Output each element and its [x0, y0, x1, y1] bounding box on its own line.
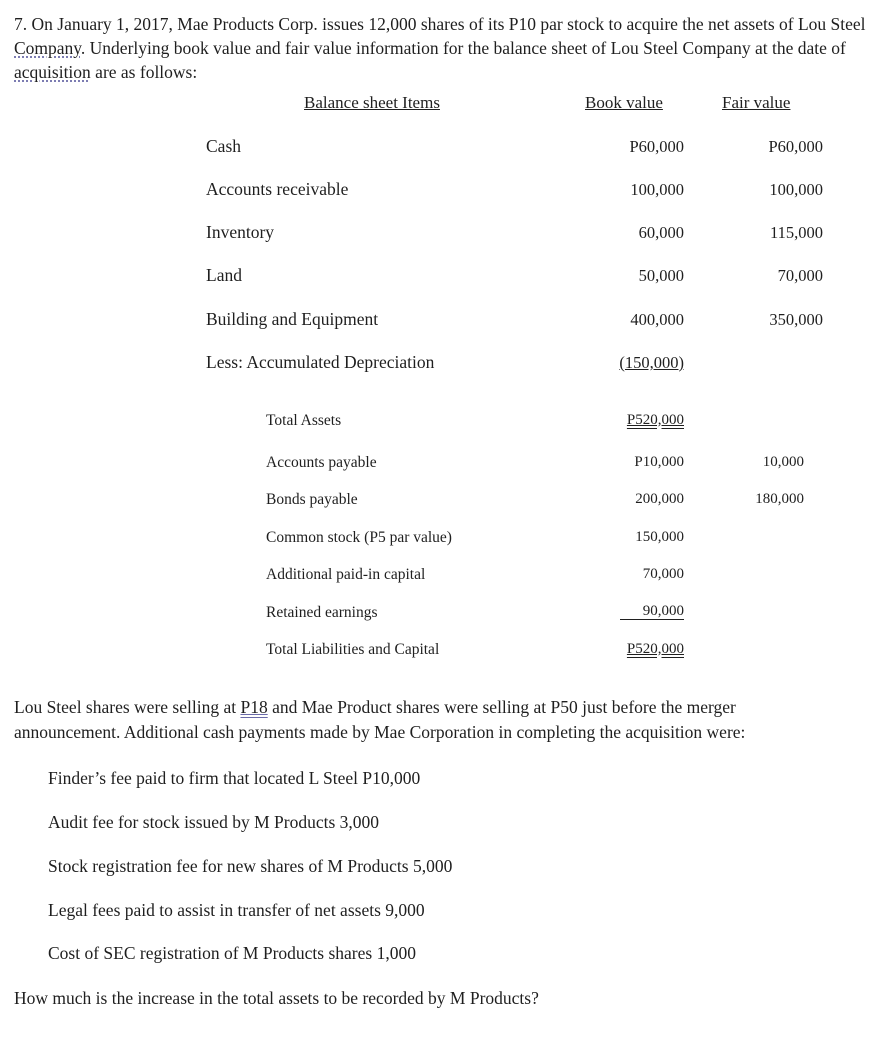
fee-item: Legal fees paid to assist in transfer of net assets 9,000: [48, 900, 425, 920]
book-value-cell: P10,000: [634, 454, 684, 470]
fair-value-cell: 350,000: [769, 310, 823, 329]
header-items: Balance sheet Items: [304, 93, 440, 112]
row-label: Additional paid-in capital: [266, 566, 426, 583]
fee-item: Audit fee for stock issued by M Products 3,000: [48, 812, 380, 832]
row-label: Bonds payable: [266, 491, 358, 508]
book-value-cell: 400,000: [630, 310, 684, 329]
book-value-cell: P520,000: [626, 412, 684, 428]
fair-value-cell: 180,000: [755, 491, 804, 507]
row-label: Inventory: [206, 222, 275, 242]
row-label: Cash: [206, 136, 241, 156]
row-label: Accounts payable: [266, 454, 377, 471]
question-text: How much is the increase in the total assets to be recorded by M Products?: [14, 988, 539, 1008]
book-value-cell: 150,000: [635, 529, 684, 545]
fair-value-cell: 70,000: [777, 266, 823, 285]
problem-line-1: 7. On January 1, 2017, Mae Products Corp. issues 12,000 shares of its P10 par stock to acquire the net assets of Lou Steel: [14, 14, 866, 34]
fee-item: Finder’s fee paid to firm that located L Steel P10,000: [48, 768, 421, 788]
row-label: Retained earnings: [266, 604, 378, 621]
book-value-cell: 60,000: [638, 223, 684, 242]
price-p18: P18: [240, 697, 268, 717]
fair-value-cell: 10,000: [762, 454, 804, 470]
problem-line-2: [14, 38, 846, 59]
row-label: Total Liabilities and Capital: [266, 641, 440, 658]
book-value-cell: P60,000: [629, 137, 684, 156]
header-fair-value: Fair value: [722, 93, 791, 112]
fair-value-cell: 115,000: [769, 223, 823, 242]
fee-item: Cost of SEC registration of M Products shares 1,000: [48, 943, 416, 963]
book-value-cell: 70,000: [642, 566, 684, 582]
row-label: Less: Accumulated Depreciation: [206, 352, 435, 372]
paragraph-text: and Mae Product shares were selling at P50 just before the merger: [267, 697, 736, 717]
book-value-cell: 90,000: [620, 604, 684, 620]
paragraph-line-1: [14, 697, 736, 718]
row-label: Total Assets: [266, 412, 342, 429]
problem-line-3: [14, 62, 197, 83]
fair-value-cell: 100,000: [769, 180, 823, 199]
company-word: Company: [14, 38, 81, 58]
paragraph-text: Lou Steel shares were selling at: [14, 697, 241, 717]
book-value-cell: 100,000: [630, 180, 684, 199]
problem-line-3-rest: are as follows:: [90, 62, 198, 82]
paragraph-line-2: announcement. Additional cash payments made by Mae Corporation in completing the acquisition were:: [14, 722, 746, 742]
row-label: Accounts receivable: [206, 179, 349, 199]
book-value-cell: P520,000: [626, 641, 684, 657]
acquisition-word: acquisition: [14, 62, 91, 82]
fair-value-cell: P60,000: [768, 137, 823, 156]
header-book-value: Book value: [585, 93, 663, 112]
row-label: Common stock (P5 par value): [266, 529, 452, 546]
row-label: Land: [206, 265, 242, 285]
book-value-cell: (150,000): [619, 353, 684, 372]
book-value-cell: 200,000: [635, 491, 684, 507]
fee-item: Stock registration fee for new shares of M Products 5,000: [48, 856, 453, 876]
problem-line-2-rest: . Underlying book value and fair value information for the balance sheet of Lou Steel Company at the date of: [80, 38, 846, 58]
book-value-cell: 50,000: [638, 266, 684, 285]
row-label: Building and Equipment: [206, 309, 379, 329]
